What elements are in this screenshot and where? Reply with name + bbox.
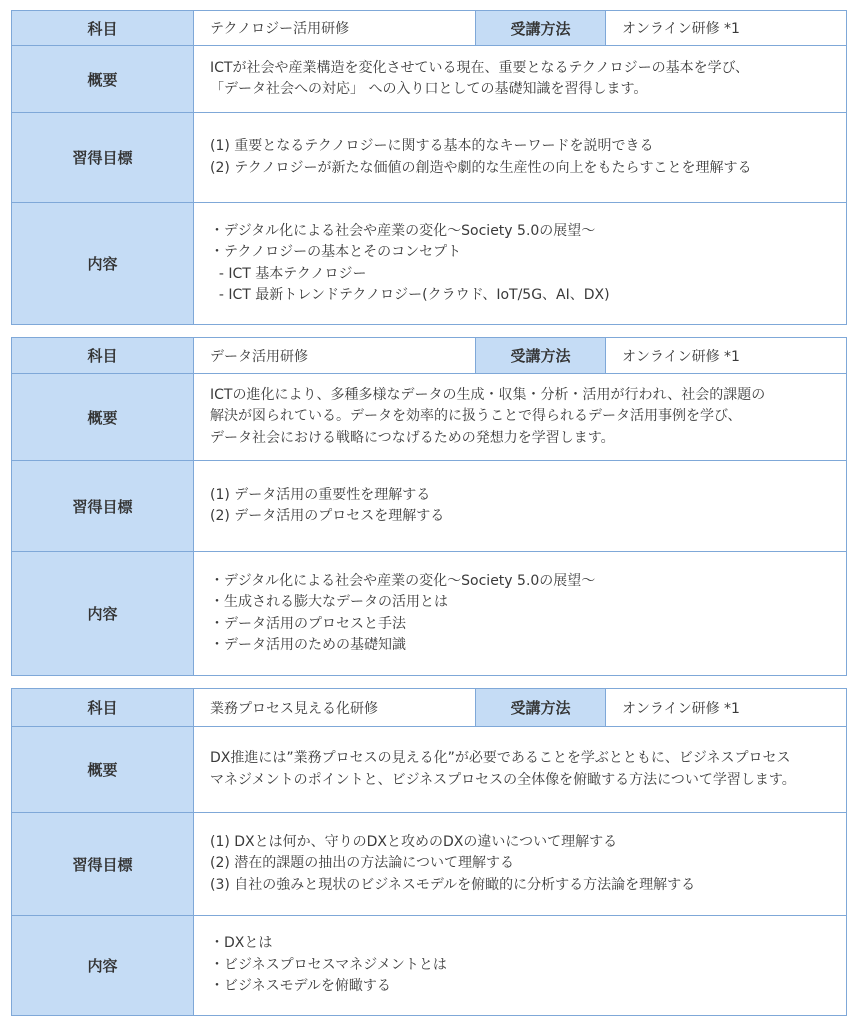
goal-item: (2) 潜在的課題の抽出の方法論について理解する: [210, 855, 515, 872]
subject-value: データ活用研修: [194, 338, 476, 374]
course-table: [11, 688, 847, 1016]
goals-text: [194, 461, 847, 552]
subject-label: 科目: [12, 689, 194, 727]
content-item: - ICT 基本テクノロジー: [210, 265, 367, 282]
method-label: 受講方法: [476, 11, 606, 46]
course-table: [11, 337, 847, 676]
subject-label: 科目: [12, 338, 194, 374]
goals-label: 習得目標: [12, 813, 194, 916]
overview-line: 解決が図られている。データを効率的に扱うことで得られるデータ活用事例を学び、: [210, 408, 742, 425]
content-label: 内容: [12, 552, 194, 676]
overview-line: ICTが社会や産業構造を変化させている現在、重要となるテクノロジーの基本を学び、: [210, 59, 750, 76]
method-label: 受講方法: [476, 689, 606, 727]
goal-item: (1) DXとは何か、守りのDXと攻めのDXの違いについて理解する: [210, 833, 618, 850]
method-value: オンライン研修 *1: [606, 11, 847, 46]
goals-label: 習得目標: [12, 113, 194, 203]
content-item: ・デジタル化による社会や産業の変化～Society 5.0の展望～: [210, 572, 596, 589]
method-value: オンライン研修 *1: [606, 338, 847, 374]
course-table: [11, 10, 847, 325]
goal-item: (1) データ活用の重要性を理解する: [210, 486, 431, 503]
overview-line: ICTの進化により、多種多様なデータの生成・収集・分析・活用が行われ、社会的課題の: [210, 386, 766, 403]
overview-line: 「データ社会への対応」 への入り口としての基礎知識を習得します。: [210, 81, 648, 97]
subject-value: テクノロジー活用研修: [194, 11, 476, 46]
content-item: ・データ活用のための基礎知識: [210, 637, 406, 653]
content-text: [194, 552, 847, 676]
content-item: - ICT 最新トレンドテクノロジー(クラウド、IoT/5G、AI、DX): [210, 287, 610, 303]
content-item: ・データ活用のプロセスと手法: [210, 615, 406, 632]
subject-label: 科目: [12, 11, 194, 46]
content-item: ・ビジネスプロセスマネジメントとは: [210, 956, 447, 973]
goals-text: [194, 813, 847, 916]
overview-label: 概要: [12, 727, 194, 813]
goal-item: (2) データ活用のプロセスを理解する: [210, 508, 445, 524]
subject-value: 業務プロセス見える化研修: [194, 689, 476, 727]
overview-text: [194, 46, 847, 113]
content-item: ・生成される膨大なデータの活用とは: [210, 594, 448, 610]
overview-line: データ社会における戦略につなげるための発想力を学習します。: [210, 429, 615, 446]
content-text: [194, 916, 847, 1016]
content-text: [194, 203, 847, 325]
goals-text: [194, 113, 847, 203]
overview-label: 概要: [12, 46, 194, 113]
content-item: ・DXとは: [210, 935, 273, 952]
goals-label: 習得目標: [12, 461, 194, 552]
overview-text: [194, 727, 847, 813]
method-value: オンライン研修 *1: [606, 689, 847, 727]
goal-item: (2) テクノロジーが新たな価値の創造や劇的な生産性の向上をもたらすことを理解する: [210, 159, 752, 176]
content-item: ・テクノロジーの基本とそのコンセプト: [210, 244, 462, 260]
overview-label: 概要: [12, 374, 194, 461]
goal-item: (1) 重要となるテクノロジーに関する基本的なキーワードを説明できる: [210, 138, 654, 154]
content-label: 内容: [12, 203, 194, 325]
content-item: ・デジタル化による社会や産業の変化～Society 5.0の展望～: [210, 222, 596, 239]
overview-text: [194, 374, 847, 461]
overview-line: DX推進には”業務プロセスの見える化”が必要であることを学ぶとともに、ビジネスプロセス: [210, 750, 791, 766]
content-label: 内容: [12, 916, 194, 1016]
content-item: ・ビジネスモデルを俯瞰する: [210, 978, 391, 995]
goal-item: (3) 自社の強みと現状のビジネスモデルを俯瞰的に分析する方法論を理解する: [210, 876, 696, 893]
overview-line: マネジメントのポイントと、ビジネスプロセスの全体像を俯瞰する方法について学習します。: [210, 771, 796, 788]
method-label: 受講方法: [476, 338, 606, 374]
